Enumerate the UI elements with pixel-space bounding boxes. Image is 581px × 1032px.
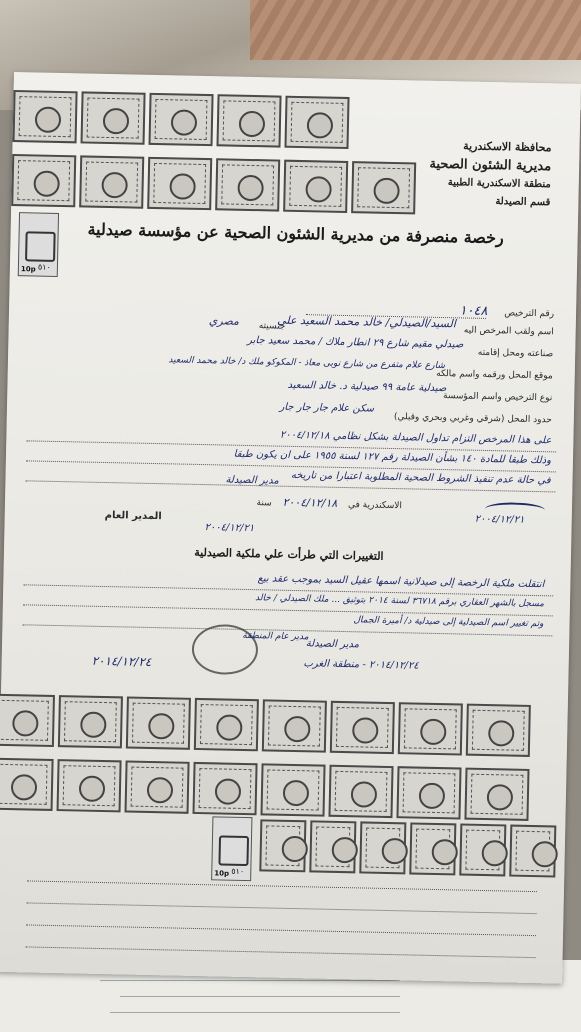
general-director-date: ٢٠٠٤/١٢/٢١ xyxy=(204,522,255,535)
revenue-stamp xyxy=(509,825,556,878)
stamp-value-small: ٥١٠ xyxy=(231,866,245,876)
revenue-stamp xyxy=(215,158,280,211)
changes-zone-label: مدير عام المنطقة xyxy=(242,630,309,643)
dotted-line xyxy=(26,924,536,936)
bounds-label: حدود المحل (شرقي وغربي وبحري وقبلي) xyxy=(393,412,552,426)
issue-date: ٢٠٠٤/١٢/١٨ xyxy=(282,495,338,510)
dotted-line xyxy=(27,902,537,914)
right-signature-date: ٢٠٠٤/١٢/٢١ xyxy=(474,513,525,526)
nationality-value: مصري xyxy=(208,314,240,328)
revenue-stamp xyxy=(359,821,406,874)
revenue-stamp xyxy=(283,160,348,213)
dotted-line xyxy=(26,946,536,958)
revenue-stamp xyxy=(13,90,78,143)
revenue-stamp xyxy=(193,762,258,815)
changes-place-date: ٢٠١٤/١٢/٢٤ - منطقة الغرب xyxy=(303,658,419,672)
document-title: رخصة منصرفة من مديرية الشئون الصحية عن مؤسسة صيدلية xyxy=(87,219,504,248)
change-line: مسجل بالشهر العقاري برقم ٣٦٧١٨ لسنة ٢٠١٤ بتوثيق ... ملك الصيدلي / خالد xyxy=(255,593,545,610)
stamp-value-small: ٥١٠ xyxy=(37,262,51,272)
revenue-stamp xyxy=(147,157,212,210)
revenue-stamp xyxy=(81,91,146,144)
revenue-stamp xyxy=(409,822,456,875)
revenue-stamp xyxy=(11,154,76,207)
name-label: اسم ولقب المرخص اليه xyxy=(463,325,554,338)
type-value: صيدلية عامة ٩٩ صيدلية د. خالد السعيد xyxy=(287,379,447,395)
revenue-stamp xyxy=(459,824,506,877)
license-document xyxy=(0,72,581,984)
revenue-stamp xyxy=(149,93,214,146)
profession-value: صيدلي مقيم شارع ٢٩ انطار ملاك / محمد سعيد جابر xyxy=(247,334,464,351)
dotted-line xyxy=(27,880,537,892)
revenue-stamp xyxy=(466,704,531,757)
revenue-stamp xyxy=(262,699,327,752)
issue-city-label: الاسكندرية في xyxy=(347,500,403,512)
bounds-value: سكن علام جار جار جار xyxy=(279,401,375,415)
eagle-seal-icon xyxy=(218,835,249,866)
revenue-stamp xyxy=(398,702,463,755)
type-label: نوع الترخيص واسم المؤسسة xyxy=(442,391,553,404)
stamp-value: 10p xyxy=(214,869,230,878)
changes-date: ٢٠١٤/١٢/٢٤ xyxy=(91,653,152,670)
stamp-value: 10p xyxy=(20,265,36,274)
revenue-stamps-bottom-row-1 xyxy=(0,694,531,757)
revenue-stamp xyxy=(125,760,190,813)
revenue-stamp xyxy=(194,698,259,751)
revenue-stamp xyxy=(259,819,306,872)
condition-line: في حالة عدم تنفيذ الشروط الصحية المطلوبة اعتبارا من تاريخه xyxy=(290,469,551,487)
condition-line: على هذا المرخص التزام تداول الصيدلة بشكل نظامي ٢٠٠٤/١٢/١٨ xyxy=(279,429,552,447)
revenue-stamp xyxy=(309,820,356,873)
nationality-label: جنسيته xyxy=(258,321,286,332)
revenue-stamp xyxy=(126,697,191,750)
name-value: السيد/الصيدلي/ خالد محمد السعيد علي xyxy=(277,313,456,331)
license-no-value: ١٠٤٨ xyxy=(459,303,488,319)
revenue-stamps-top-row-2 xyxy=(11,154,416,214)
header-zone: منطقة الاسكندرية الطبية xyxy=(447,177,551,191)
revenue-stamp xyxy=(284,96,349,149)
revenue-stamp xyxy=(0,758,54,811)
change-line: وتم تغيير اسم الصيدلية إلى صيدلية د/ أميرة الجمال xyxy=(353,615,544,630)
header-directorate: مديرية الشئون الصحية xyxy=(429,156,552,175)
header-department: قسم الصيدلة xyxy=(495,196,551,209)
profession-label: صناعته ومحل إقامته xyxy=(477,347,554,360)
revenue-stamp xyxy=(58,695,123,748)
revenue-stamp xyxy=(79,155,144,208)
header-governorate: محافظة الاسكندرية xyxy=(463,139,552,155)
revenue-stamp xyxy=(351,161,416,214)
condition-line: وذلك طبقا للمادة ١٤٠ بشأن الصيدلة رقم ١٢٧ لسنة ١٩٥٥ على ان يكون طبقا xyxy=(233,448,552,467)
location-value: شارع علام متفرع من شارع نوبى معاذ - المكوكو ملك د/ خالد محمد السعيد xyxy=(168,355,446,372)
changes-pharmacy-director: مدير الصيدلة xyxy=(305,638,360,651)
revenue-stamps-bottom-row-3 xyxy=(259,819,556,877)
revenue-stamp xyxy=(216,94,281,147)
revenue-stamp xyxy=(328,765,393,818)
location-label: موقع المحل ورقمه واسم مالكه xyxy=(436,368,553,382)
license-no-label: رقم الترخيص xyxy=(504,308,555,320)
revenue-stamps-top-row-1 xyxy=(13,90,350,149)
general-director-label: المدير العام xyxy=(104,509,162,523)
changes-title: التغييرات التي طرأت علي ملكية الصيدلية xyxy=(194,545,384,563)
revenue-stamp xyxy=(57,759,122,812)
background-roof-tiles xyxy=(250,0,581,60)
pharmacy-director-label: مدير الصيدلة xyxy=(225,474,279,487)
change-line: انتقلت ملكية الرخصة إلى صيدلانية اسمها عقيل السيد بموجب عقد بيع xyxy=(257,573,545,591)
revenue-stamp xyxy=(260,763,325,816)
issue-row xyxy=(256,495,402,511)
revenue-stamp xyxy=(0,694,55,747)
revenue-stamps-bottom-row-2 xyxy=(0,758,530,821)
revenue-stamp xyxy=(330,701,395,754)
revenue-stamp xyxy=(396,766,461,819)
revenue-stamp xyxy=(464,768,529,821)
issue-year-label: سنة xyxy=(256,498,272,509)
